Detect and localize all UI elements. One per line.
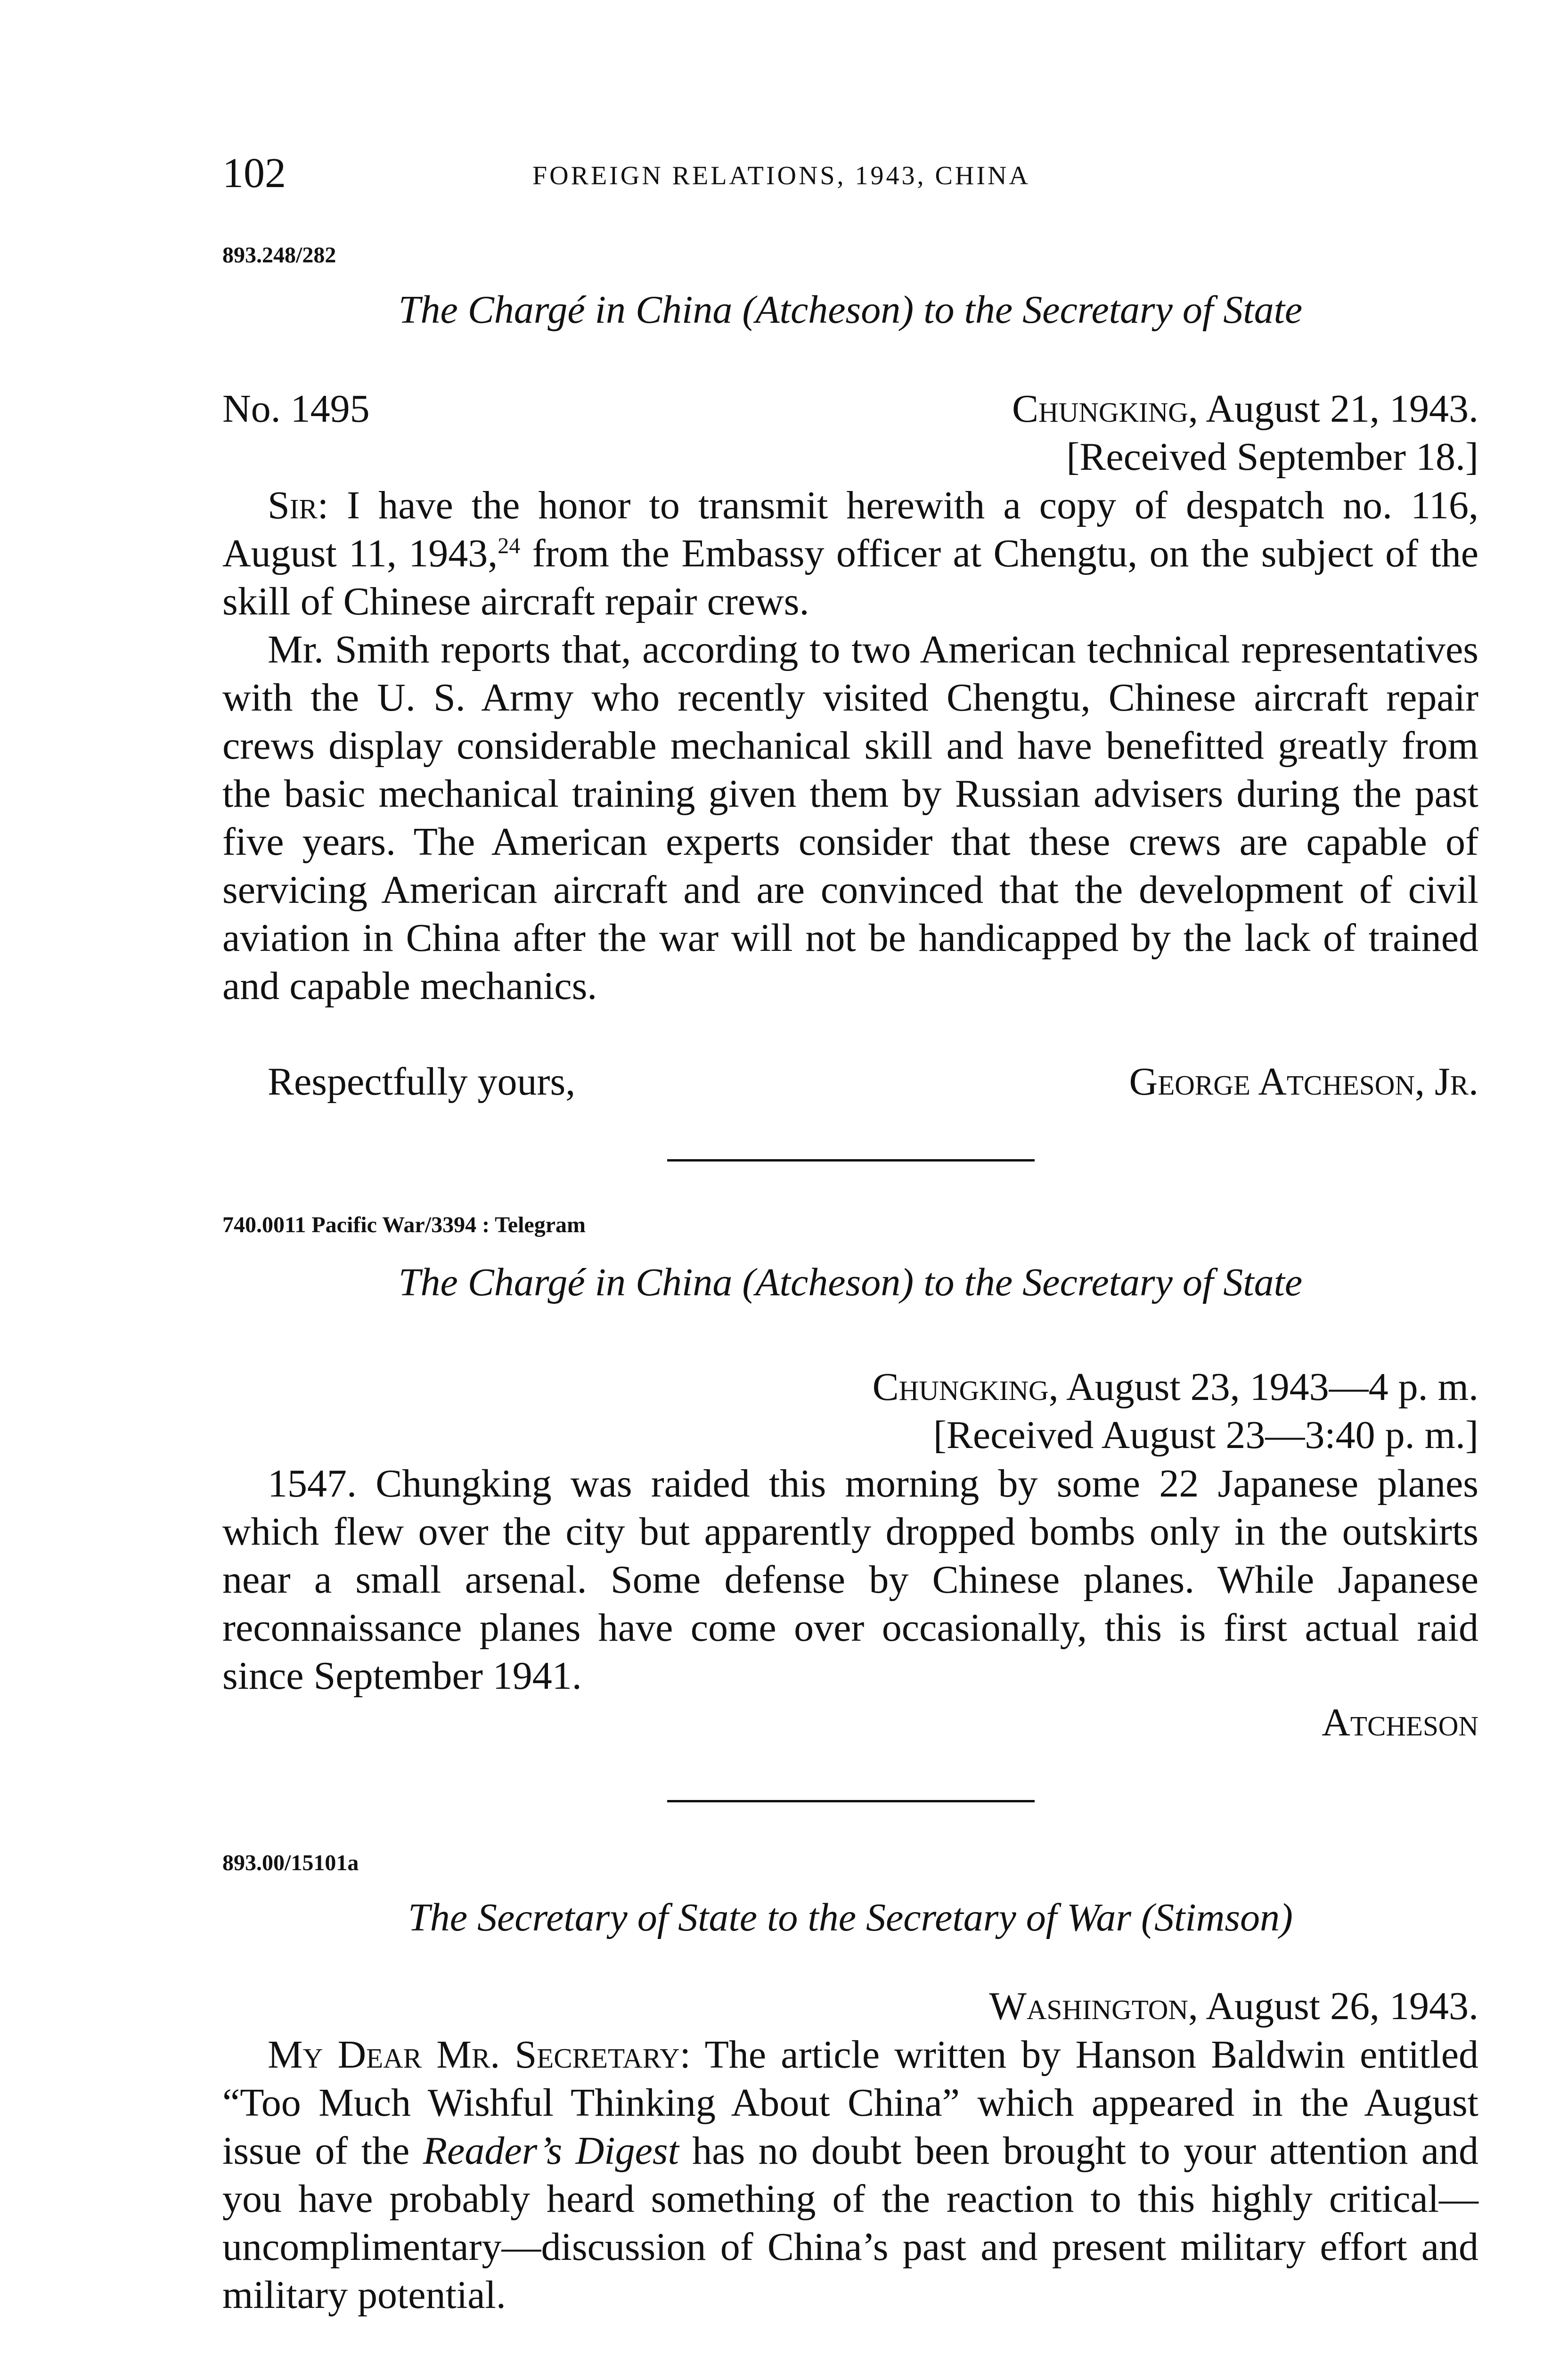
- doc3-body: [222, 2031, 1478, 2319]
- doc3-file-number: 893.00/15101a: [222, 1850, 359, 1875]
- doc1-salutation: Sir:: [268, 483, 329, 527]
- doc1-received: [Received September 18.]: [1066, 435, 1478, 479]
- doc2-place: Chungking,: [872, 1365, 1059, 1409]
- doc1-heading: The Chargé in China (Atcheson) to the Secretary of State: [398, 288, 1303, 332]
- doc1-paragraph-2: Mr. Smith reports that, according to two American technical representatives with the U. S. Army who recently visited Chengtu, Chinese aircraft repair crews display considerable mechanical skill and have benefitted greatly from the basic mechanical training given them by Russian advisers during the past five years. The American experts consider that these crews are capable of servicing American aircraft and are convinced that the development of civil aviation in China after the war will not be handicapped by the lack of trained and capable mechanics.: [222, 628, 1478, 1008]
- doc1-date: August 21, 1943.: [1206, 387, 1478, 431]
- doc2-file-number: 740.0011 Pacific War/3394 : Telegram: [222, 1212, 586, 1237]
- doc1-despatch-number: No. 1495: [222, 387, 370, 431]
- doc3-heading: The Secretary of State to the Secretary of War (Stimson): [408, 1896, 1293, 1939]
- doc3-publication: Reader’s Digest: [423, 2129, 679, 2173]
- doc1-p1-part-a: I have the honor to transmit herewith a copy of despatch no. 116, August 11, 1943,: [222, 483, 1478, 575]
- doc2-body: 1547. Chungking was raided this morning by some 22 Japanese planes which flew over the city but apparently dropped bombs only in the outskirts near a small arsenal. Some defense by Chinese planes. While Japanese reconnaissance planes have come over occasionally, this is first actual raid since September 1941.: [222, 1462, 1478, 1698]
- doc3-dateline: [989, 1983, 1478, 2030]
- page-number: 102: [222, 150, 286, 196]
- doc2-signature: Atcheson: [1322, 1701, 1478, 1744]
- doc1-closing: Respectfully yours,: [268, 1060, 576, 1104]
- doc1-dateline: [1012, 385, 1478, 433]
- doc2-received: [Received August 23—3:40 p. m.]: [933, 1413, 1478, 1457]
- doc2-dateline: [873, 1364, 1478, 1411]
- doc3-place: Washington,: [989, 1984, 1198, 2028]
- section-divider: [667, 1800, 1035, 1802]
- doc1-signature: George Atcheson, Jr.: [1129, 1060, 1478, 1104]
- doc1-file-number: 893.248/282: [222, 243, 336, 268]
- doc2-date: August 23, 1943—4 p. m.: [1066, 1365, 1478, 1409]
- doc1-paragraph-1: [222, 482, 1478, 626]
- section-divider: [667, 1159, 1035, 1162]
- doc3-date: August 26, 1943.: [1206, 1984, 1478, 2028]
- doc2-heading: The Chargé in China (Atcheson) to the Secretary of State: [398, 1260, 1303, 1304]
- doc3-body-part-a: The article written by Hanson Baldwin entitled “Too Much Wishful Thinking About China” which appeared in the August issue of the: [222, 2033, 1479, 2173]
- footnote-reference: 24: [498, 533, 521, 558]
- doc3-body-part-b: has no doubt been brought to your attention and you have probably heard something of the reaction to this highly critical—uncomplimentary—discussion of China’s past and present military effort and military potential.: [222, 2129, 1478, 2317]
- doc1-p1-part-b: from the Embassy officer at Chengtu, on the subject of the skill of Chinese aircraft repair crews.: [222, 532, 1479, 623]
- doc1-place: Chungking,: [1012, 387, 1198, 431]
- doc3-salutation: My Dear Mr. Secretary:: [268, 2033, 691, 2077]
- running-title: FOREIGN RELATIONS, 1943, CHINA: [532, 161, 1030, 190]
